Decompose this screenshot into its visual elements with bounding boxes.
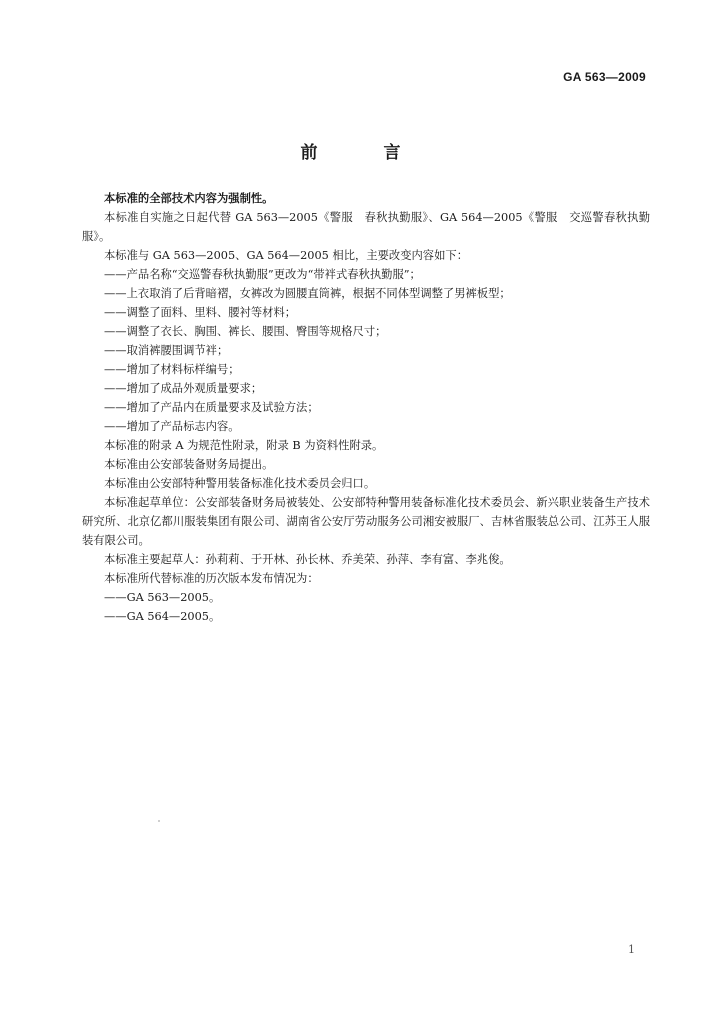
paragraph-replaces: 本标准自实施之日起代替 GA 563—2005《警服 春秋执勤服》、GA 564—2005《警服 交巡警春秋执勤服》。 xyxy=(82,211,650,243)
change-item: ——增加了产品内在质量要求及试验方法； xyxy=(104,401,319,414)
foreword-body xyxy=(82,189,650,626)
standard-code: GA 563—2009 xyxy=(563,70,646,84)
history-item: ——GA 563—2005。 xyxy=(104,591,221,604)
change-item: ——上衣取消了后背暗褶，女裤改为圆腰直筒裤，根据不同体型调整了男裤板型； xyxy=(104,287,511,300)
change-item: ——增加了成品外观质量要求； xyxy=(104,382,263,395)
scan-speck xyxy=(158,820,160,822)
change-item: ——调整了面料、里料、腰衬等材料； xyxy=(104,306,297,319)
paragraph-centralized-by: 本标准由公安部特种警用装备标准化技术委员会归口。 xyxy=(104,477,376,490)
paragraph-changes-intro: 本标准与 GA 563—2005、GA 564—2005 相比，主要改变内容如下： xyxy=(104,249,468,262)
change-item: ——增加了材料标样编号； xyxy=(104,363,240,376)
paragraph-mandatory: 本标准的全部技术内容为强制性。 xyxy=(104,191,274,205)
paragraph-history-intro: 本标准所代替标准的历次版本发布情况为： xyxy=(104,572,319,585)
change-item: ——调整了衣长、胸围、裤长、腰围、臀围等规格尺寸； xyxy=(104,325,387,338)
paragraph-appendix: 本标准的附录 A 为规范性附录，附录 B 为资料性附录。 xyxy=(104,439,384,452)
paragraph-drafters: 本标准主要起草人：孙莉莉、于开林、孙长林、乔美荣、孙萍、李有富、李兆俊。 xyxy=(104,553,511,566)
change-item: ——增加了产品标志内容。 xyxy=(104,420,240,433)
paragraph-drafting-units: 本标准起草单位：公安部装备财务局被装处、公安部特种警用装备标准化技术委员会、新兴职业装备生产技术研究所、北京亿都川服装集团有限公司、湖南省公安厅劳动服务公司湘安被服厂、吉林省服装总公司、江苏王人服装有限公司。 xyxy=(82,496,650,547)
page-title: 前 言 xyxy=(300,143,431,163)
paragraph-proposed-by: 本标准由公安部装备财务局提出。 xyxy=(104,458,274,471)
page-number: 1 xyxy=(628,943,635,956)
change-item: ——取消裤腰围调节袢； xyxy=(104,344,229,357)
history-item: ——GA 564—2005。 xyxy=(104,610,221,623)
change-item: ——产品名称“交巡警春秋执勤服”更改为“带袢式春秋执勤服”； xyxy=(104,268,421,281)
